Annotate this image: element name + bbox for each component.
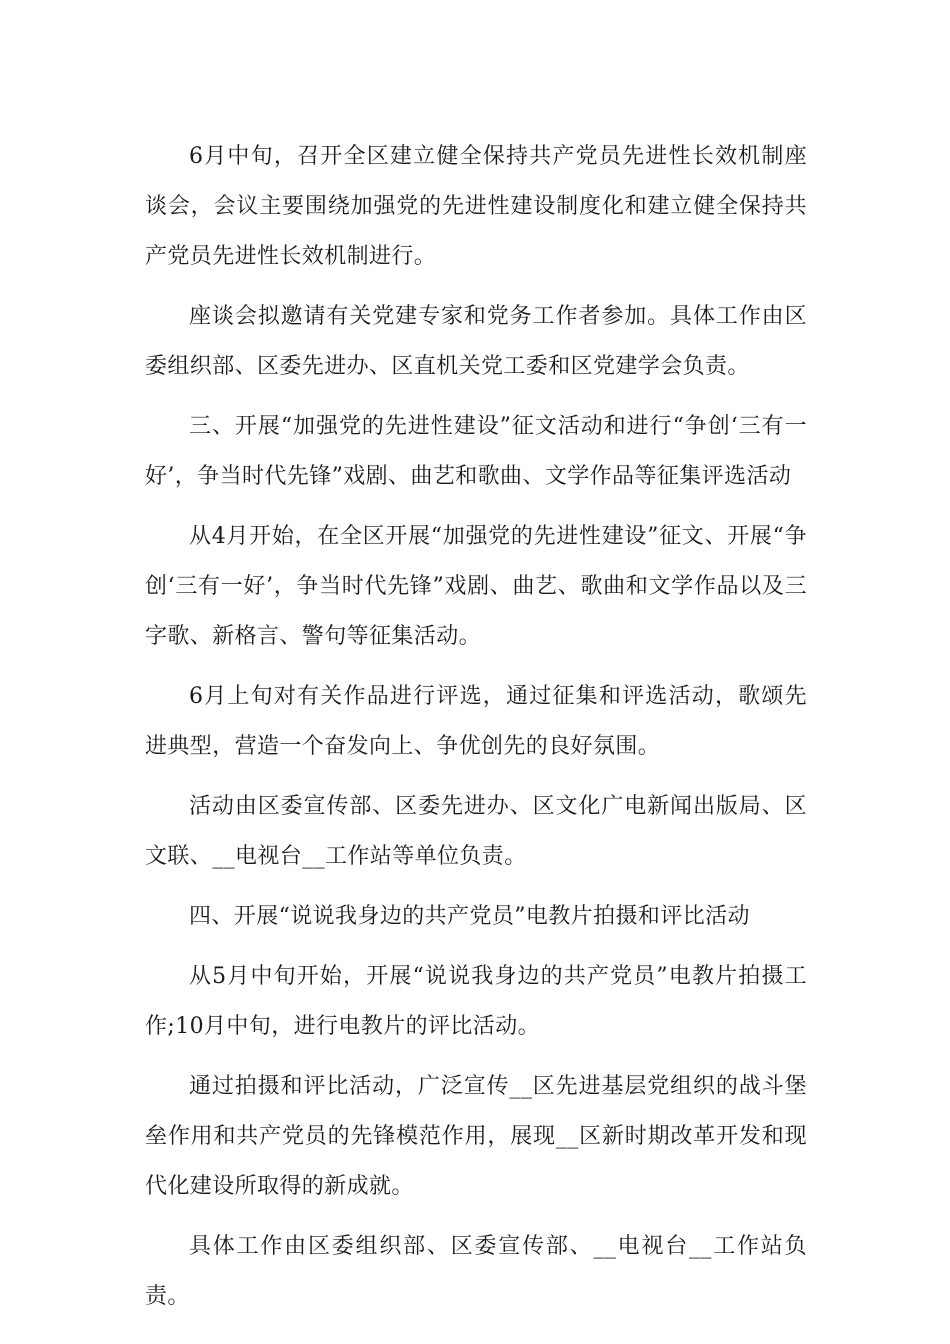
paragraph-publicity: 通过拍摄和评比活动，广泛宣传__区先进基层党组织的战斗堡垒作用和共产党员的先锋模范作用，展现__区新时期改革开发和现代化建设所取得的新成就。 <box>145 1074 807 1199</box>
paragraph-may-filming: 从5月中旬开始，开展“说说我身边的共产党员”电教片拍摄工作;10月中旬，进行电教片的评比活动。 <box>145 964 807 1039</box>
paragraph-responsibility: 具体工作由区委组织部、区委宣传部、__电视台__工作站负责。 <box>145 1234 807 1309</box>
document-body <box>145 132 807 1332</box>
paragraph-june-evaluation: 6月上旬对有关作品进行评选，通过征集和评选活动，歌颂先进典型，营造一个奋发向上、争优创先的良好氛围。 <box>145 684 807 759</box>
paragraph-meeting-june: 6月中旬，召开全区建立健全保持共产党员先进性长效机制座谈会，会议主要围绕加强党的先进性建设制度化和建立健全保持共产党员先进性长效机制进行。 <box>145 144 807 269</box>
section-heading-four: 四、开展“说说我身边的共产党员”电教片拍摄和评比活动 <box>189 904 750 929</box>
paragraph-april-start: 从4月开始，在全区开展“加强党的先进性建设”征文、开展“争创‘三有一好’，争当时代先锋”戏剧、曲艺、歌曲和文学作品以及三字歌、新格言、警句等征集活动。 <box>145 524 807 649</box>
section-heading-three: 三、开展“加强党的先进性建设”征文活动和进行“争创‘三有一好’，争当时代先锋”戏剧、曲艺和歌曲、文学作品等征集评选活动 <box>145 414 807 489</box>
paragraph-organizers: 活动由区委宣传部、区委先进办、区文化广电新闻出版局、区文联、__电视台__工作站等单位负责。 <box>145 794 807 869</box>
paragraph-meeting-participants: 座谈会拟邀请有关党建专家和党务工作者参加。具体工作由区委组织部、区委先进办、区直机关党工委和区党建学会负责。 <box>145 304 807 379</box>
